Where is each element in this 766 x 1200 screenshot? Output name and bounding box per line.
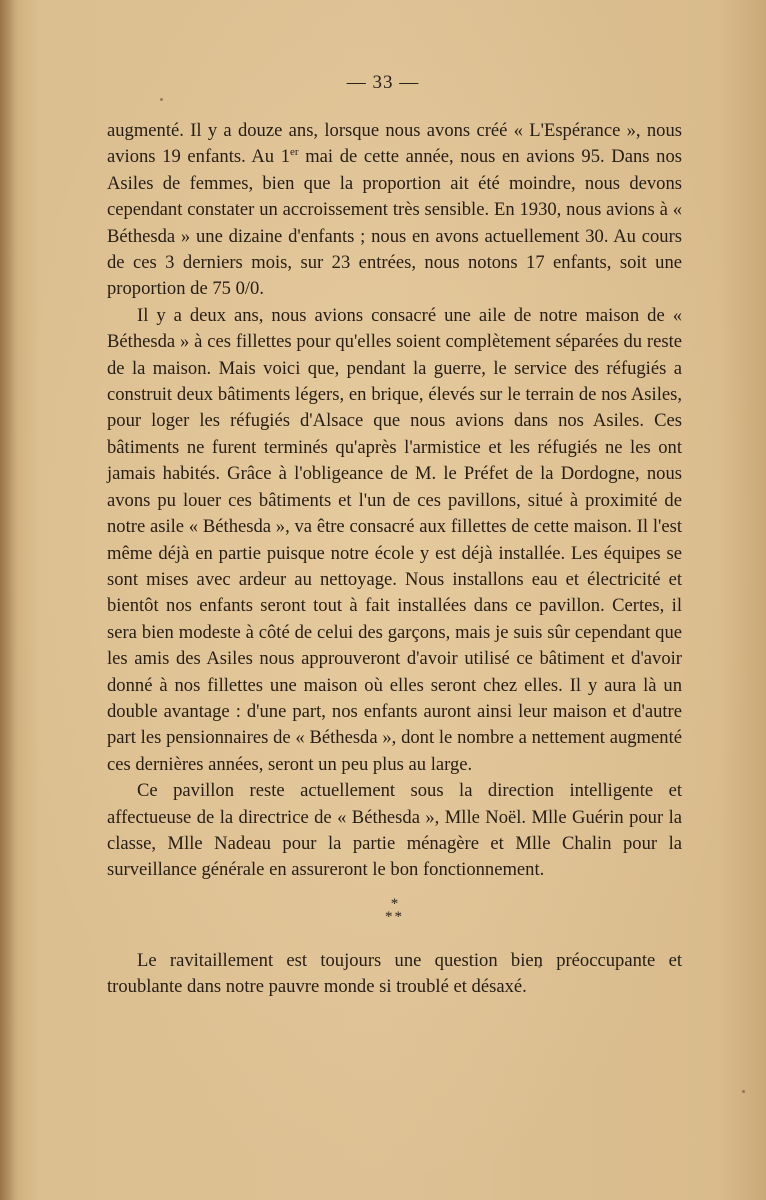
paragraph-2: Il y a deux ans, nous avions consacré une aile de notre maison de « Béthesda » à ces fillettes pour qu'elles soient complètement séparées du reste de la maison. Mais voici que, pendant la guerre, le service des réfugiés a construit deux bâtiments légers, en brique, élevés sur le terrain de nos Asiles, pour loger les réfugiés d'Alsace que nous avions dans nos Asiles. Ces bâtiments ne furent terminés qu'après l'armistice et les réfugiés ne les ont jamais habités. Grâce à l'obligeance de M. le Préfet de la Dordogne, nous avons pu louer ces bâtiments et l'un de ces pavillons, situé à proximité de notre asile « Béthesda », va être consacré aux fillettes de cette maison. Il l'est même déjà en partie puisque notre école y est déjà installée. Les équipes se sont mises avec ardeur au nettoyage. Nous installons eau et électricité et bientôt nos enfants seront tout à fait installées dans ce pavillon. Certes, il sera bien modeste à côté de celui des garçons, mais je suis sûr cependant que les amis des Asiles nous approuveront d'avoir utilisé ce bâtiment et d'avoir donné à nos fillettes une maison où elles seront chez elles. Il y aura là un double avantage : d'une part, nos enfants auront ainsi leur maison et d'autre part les pensionnaires de « Béthesda », dont le nombre a nettement augmenté ces dernières années, seront un peu plus au large. xyxy=(107,304,682,775)
section-separator xyxy=(107,895,682,925)
paragraph-1 xyxy=(107,118,682,303)
page-number: — 33 — xyxy=(346,72,420,93)
paper-speck xyxy=(538,965,541,968)
paragraph-1-text-b: mai de cette année, nous en avions 95. Dans nos Asiles de femmes, bien que la proportion ait été moindre, nous devons cependant constater un accroissement très sensible. En 1930, nous avions à « Béthesda » une dizaine d'enfants ; nous en avons actuellement 30. Au cours de ces 3 derniers mois, sur 23 entrées, nous notons 17 enfants, soit une proportion de 75 0/0. xyxy=(107,146,682,300)
separator-star-top: * xyxy=(390,895,399,912)
paragraph-1-text-a: augmenté. Il y a douze ans, lorsque nous avons créé « L'Espérance », nous avions 19 enfants. Au 1 xyxy=(107,120,682,168)
separator-stars-bottom: ** xyxy=(385,908,404,925)
closing-paragraph: Le ravitaillement est toujours une question bien préoccupante et troublante dans notre pauvre monde si troublé et désaxé. xyxy=(107,949,682,998)
binding-shadow xyxy=(0,0,18,1200)
paragraph-3: Ce pavillon reste actuellement sous la direction intelligente et affectueuse de la directrice de « Béthesda », Mlle Noël. Mlle Guérin pour la classe, Mlle Nadeau pour la partie ménagère et Mlle Chalin pour la surveillance générale en assureront le bon fonctionnement. xyxy=(107,780,682,881)
paper-speck xyxy=(742,1090,745,1093)
paper-speck xyxy=(160,98,163,101)
ordinal-superscript: er xyxy=(290,146,299,159)
page-body xyxy=(107,118,682,1001)
